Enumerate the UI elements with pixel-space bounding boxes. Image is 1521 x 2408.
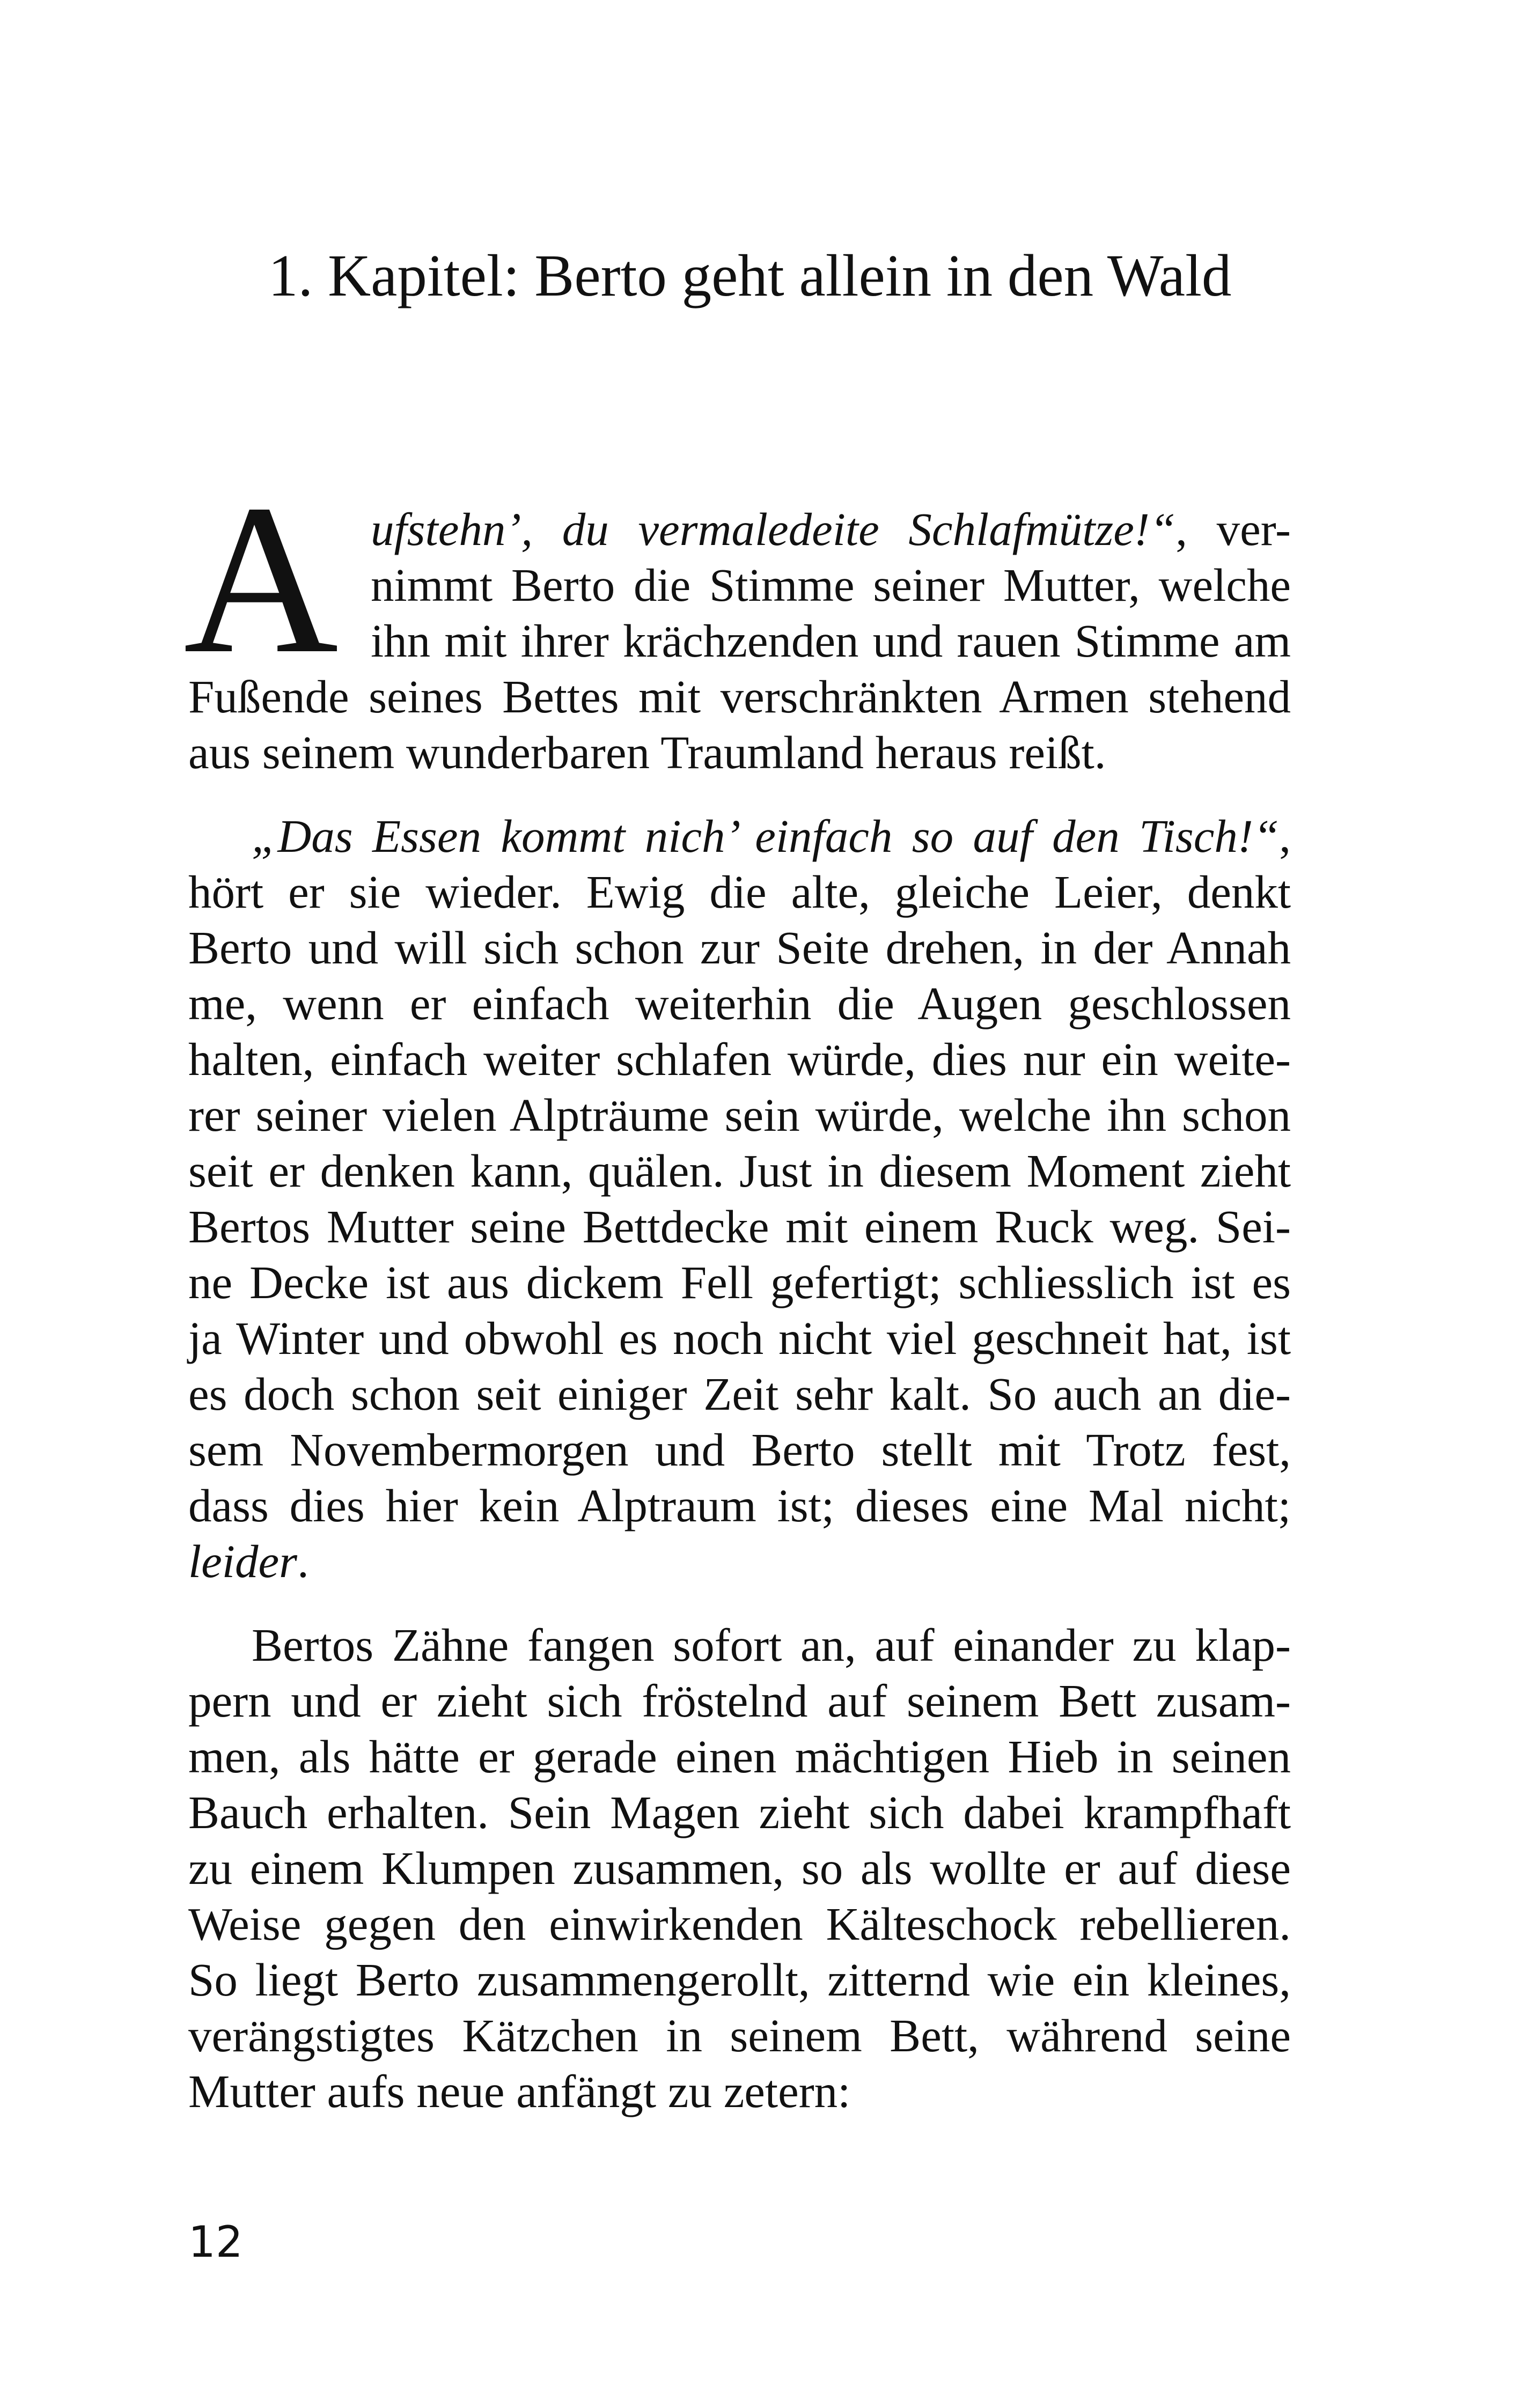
text-line: halten, einfach weiter schlafen würde, dies nur ein weite- [188,1033,1291,1085]
italic-word: leider [188,1535,297,1587]
paragraph-gap [188,1589,1291,1617]
italic-speech: ufstehn’, du vermaledeite Schlafmütze!“ [371,503,1176,555]
paragraph-2 [188,808,1291,1589]
text-line: zu einem Klumpen zusammen, so als wollte er auf diese [188,1842,1291,1894]
text-line: ne Decke ist aus dickem Fell gefertigt; schliesslich ist es [188,1256,1291,1308]
text-line [188,808,1291,864]
text-line: So liegt Berto zusammengerollt, zitternd wie ein kleines, [188,1954,1291,2006]
paragraph-3 [188,1617,1291,2119]
text-segment: . [297,1535,309,1587]
paragraph-gap [188,780,1291,808]
text-line: aus seinem wunderbaren Traumland heraus reißt. [188,726,1106,778]
text-segment: , [1279,810,1291,862]
text-line: hört er sie wieder. Ewig die alte, gleiche Leier, denkt [188,866,1291,918]
text-line: es doch schon seit einiger Zeit sehr kalt. So auch an die- [188,1368,1291,1420]
text-line: seit er denken kann, quälen. Just in diesem Moment zieht [188,1145,1291,1197]
text-line: pern und er zieht sich fröstelnd auf seinem Bett zusam- [188,1675,1291,1727]
text-line: Fußende seines Bettes mit verschränkten Armen stehend [188,671,1291,723]
text-line: me, wenn er einfach weiterhin die Augen geschlossen [188,977,1291,1029]
text-line: Bertos Mutter seine Bettdecke mit einem Ruck weg. Sei- [188,1201,1291,1253]
text-segment: , ver- [1175,503,1291,555]
text-line: ja Winter und obwohl es noch nicht viel geschneit hat, ist [188,1312,1291,1364]
italic-speech: „Das Essen kommt nich’ einfach so auf den Tisch!“ [252,810,1280,862]
text-line: Bauch erhalten. Sein Magen zieht sich dabei krampfhaft [188,1786,1291,1838]
text-line: verängstigtes Kätzchen in seinem Bett, während seine [188,2009,1291,2061]
text-line: Weise gegen den einwirkenden Kälteschock rebellieren. [188,1898,1291,1950]
body-text [188,502,1291,2119]
text-line: Berto und will sich schon zur Seite drehen, in der Annah [188,922,1291,974]
text-line: Mutter aufs neue anfängt zu zetern: [188,2065,851,2117]
text-line: nimmt Berto die Stimme seiner Mutter, welche [371,559,1291,611]
text-line: Bertos Zähne fangen sofort an, auf einander zu klap- [252,1619,1291,1671]
text-line [188,502,1291,557]
text-line [188,1534,1291,1589]
text-line: dass dies hier kein Alptraum ist; dieses eine Mal nicht; [188,1479,1291,1531]
chapter-title: 1. Kapitel: Berto geht allein in den Wald [268,243,1232,309]
text-line: ihn mit ihrer krächzenden und rauen Stimme am [371,615,1291,667]
page-number: 12 [188,2217,243,2267]
text-line: men, als hätte er gerade einen mächtigen Hieb in seinen [188,1730,1291,1783]
paragraph-1 [188,502,1291,780]
text-line: rer seiner vielen Alpträume sein würde, welche ihn schon [188,1089,1291,1141]
text-line: sem Novembermorgen und Berto stellt mit Trotz fest, [188,1424,1291,1476]
drop-cap-letter: A [183,460,339,698]
